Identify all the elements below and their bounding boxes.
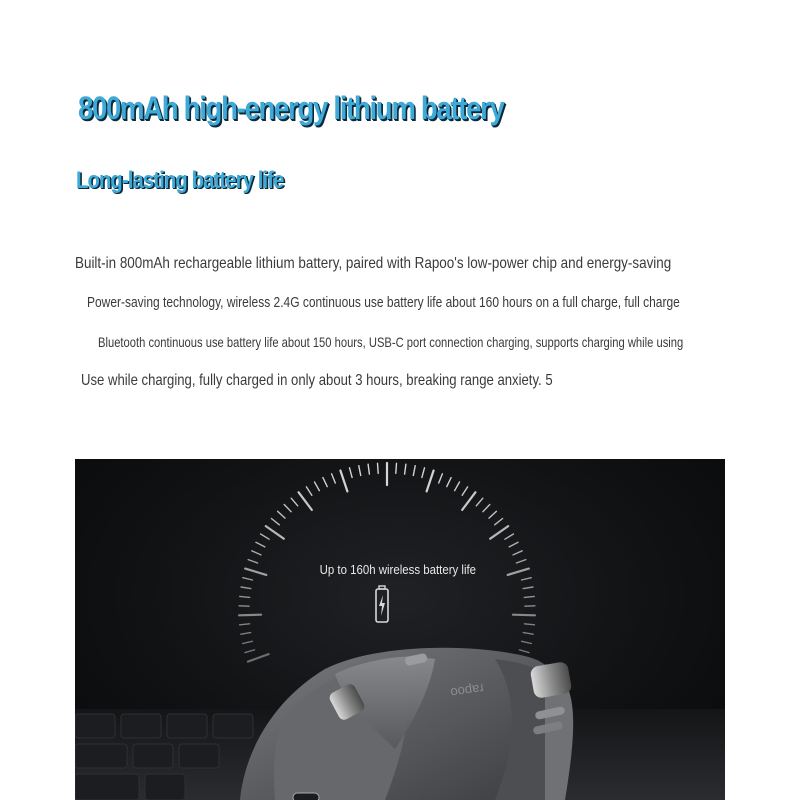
gauge-minor-tick	[243, 641, 253, 643]
description-line-2: Power-saving technology, wireless 2.4G continuous use battery life about 160 hours on a full charge, full charge	[87, 294, 680, 311]
gauge-minor-tick	[252, 551, 261, 555]
gauge-major-tick	[340, 471, 347, 492]
gauge-minor-tick	[516, 560, 525, 563]
gauge-major-tick	[508, 569, 529, 575]
gauge-minor-tick	[522, 578, 532, 580]
page-title: 800mAh high-energy lithium battery	[78, 90, 504, 126]
gauge-minor-tick	[447, 478, 451, 487]
gauge-minor-tick	[413, 466, 415, 476]
gauge-minor-tick	[248, 560, 257, 563]
gauge-minor-tick	[291, 498, 298, 506]
gauge-minor-tick	[241, 633, 251, 635]
gauge-major-tick	[299, 492, 312, 510]
gauge-major-tick	[245, 569, 266, 575]
gauge-minor-tick	[455, 482, 460, 491]
brand-logo: rapoo	[449, 681, 485, 701]
gauge-minor-tick	[240, 624, 250, 625]
gauge-minor-tick	[284, 505, 291, 512]
gauge-minor-tick	[241, 587, 251, 589]
gauge-minor-tick	[359, 466, 361, 476]
gauge-minor-tick	[306, 487, 311, 495]
battery-charging-icon	[376, 586, 388, 622]
gauge-minor-tick	[243, 578, 253, 580]
gauge-minor-tick	[462, 487, 467, 495]
gauge-minor-tick	[368, 464, 369, 474]
gauge-minor-tick	[523, 587, 533, 589]
gauge-minor-tick	[396, 463, 397, 473]
description-line-3: Bluetooth continuous use battery life about 150 hours, USB-C port connection charging, supports charging while using	[98, 334, 684, 350]
gauge-minor-tick	[332, 474, 336, 483]
gauge-minor-tick	[261, 534, 270, 539]
gauge-minor-tick	[509, 542, 518, 547]
description-line-4: Use while charging, fully charged in only about 3 hours, breaking range anxiety. 5	[81, 372, 553, 389]
gauge-minor-tick	[524, 624, 534, 625]
description-line-1: Built-in 800mAh rechargeable lithium battery, paired with Rapoo's low-power chip and energy-saving	[75, 255, 672, 272]
gauge-minor-tick	[405, 464, 406, 474]
gauge-major-tick	[513, 615, 535, 616]
gauge-minor-tick	[524, 596, 534, 597]
thumb-wheel	[530, 661, 573, 699]
product-illustration	[75, 459, 725, 800]
gauge-minor-tick	[422, 468, 425, 478]
gauge-minor-tick	[439, 474, 443, 483]
gauge-minor-tick	[505, 534, 514, 539]
gauge-minor-tick	[245, 650, 255, 653]
gauge-minor-tick	[522, 641, 532, 643]
gauge-major-tick	[239, 615, 261, 616]
gauge-major-tick	[490, 526, 508, 539]
gauge-minor-tick	[378, 463, 379, 473]
gauge-minor-tick	[256, 542, 265, 547]
gauge-minor-tick	[495, 519, 503, 525]
gauge-minor-tick	[476, 498, 483, 506]
gauge-major-tick	[427, 471, 434, 492]
gauge-minor-tick	[483, 505, 490, 512]
gauge-minor-tick	[489, 511, 496, 518]
battery-life-caption: Up to 160h wireless battery life	[319, 562, 477, 577]
product-image	[75, 459, 725, 800]
gauge-major-tick	[266, 526, 284, 539]
gauge-minor-tick	[523, 633, 533, 635]
gauge-minor-tick	[271, 519, 279, 525]
gauge-minor-tick	[240, 596, 250, 597]
gauge-minor-tick	[323, 478, 327, 487]
gauge-minor-tick	[519, 650, 529, 653]
usb-c-port	[293, 793, 319, 800]
gauge-minor-tick	[315, 482, 320, 491]
gauge-major-tick	[462, 492, 475, 510]
mouse-body	[240, 648, 573, 800]
gauge-minor-tick	[350, 468, 353, 478]
gauge-major-tick	[248, 654, 269, 662]
gauge-minor-tick	[513, 551, 522, 555]
page-subtitle: Long-lasting battery life	[76, 167, 284, 194]
gauge-minor-tick	[278, 511, 285, 518]
